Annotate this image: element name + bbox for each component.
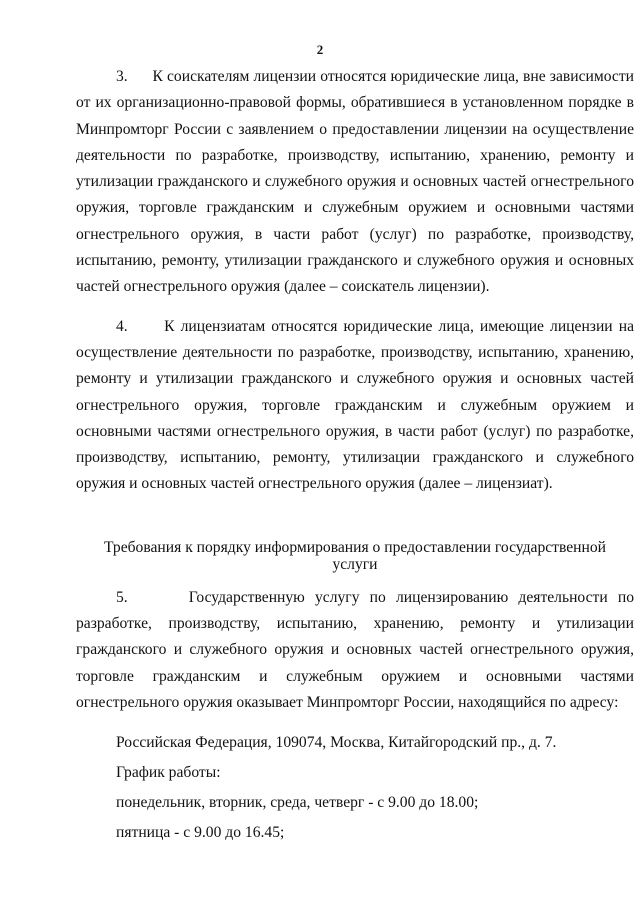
paragraph-5: 5. Государственную услугу по лицензированию деятельности по разработке, производству, испытанию, хранению, ремонту и утилизации гражданского и служебного оружия и основных частей огнестрельного оружия, торговле гражданским и служебным оружием и основными частями огнестрельного оружия оказывает Минпромторг России, находящийся по адресу: (76, 588, 634, 711)
document-body (76, 64, 634, 842)
contact-info (76, 734, 634, 842)
page-number: 2 (316, 42, 324, 57)
schedule-title: График работы: (116, 764, 221, 782)
schedule-weekdays: понедельник, вторник, среда, четверг - с 9.00 до 18.00; (116, 794, 479, 812)
paragraph-4: 4. К лицензиатам относятся юридические лица, имеющие лицензии на осуществление деятельности по разработке, производству, испытанию, хранению, ремонту и утилизации гражданского и служебного оружия и основных частей огнестрельного оружия, торговле гражданским и служебным оружием и основными частями огнестрельного оружия, в части работ (услуг) по разработке, производству, испытанию, ремонту, утилизации гражданского и служебного оружия и основных частей огнестрельного оружия (далее – лицензиат). (76, 317, 634, 493)
paragraph-3: 3. К соискателям лицензии относятся юридические лица, вне зависимости от их организационно-правовой формы, обратившиеся в установленном порядке в Минпромторг России с заявлением о предоставлении лицензии на осуществление деятельности по разработке, производству, испытанию, хранению, ремонту и утилизации гражданского и служебного оружия и основных частей огнестрельного оружия, торговле гражданским и служебным оружием и основными частями огнестрельного оружия, в части работ (услуг) по разработке, производству, испытанию, ремонту, утилизации гражданского и служебного оружия и основных частей огнестрельного оружия (далее – соискатель лицензии). (76, 68, 634, 296)
section-heading: Требования к порядку информирования о предоставлении государственной услуги (103, 538, 607, 573)
address: Российская Федерация, 109074, Москва, Китайгородский пр., д. 7. (116, 734, 557, 752)
schedule-friday: пятница - с 9.00 до 16.45; (116, 824, 285, 842)
